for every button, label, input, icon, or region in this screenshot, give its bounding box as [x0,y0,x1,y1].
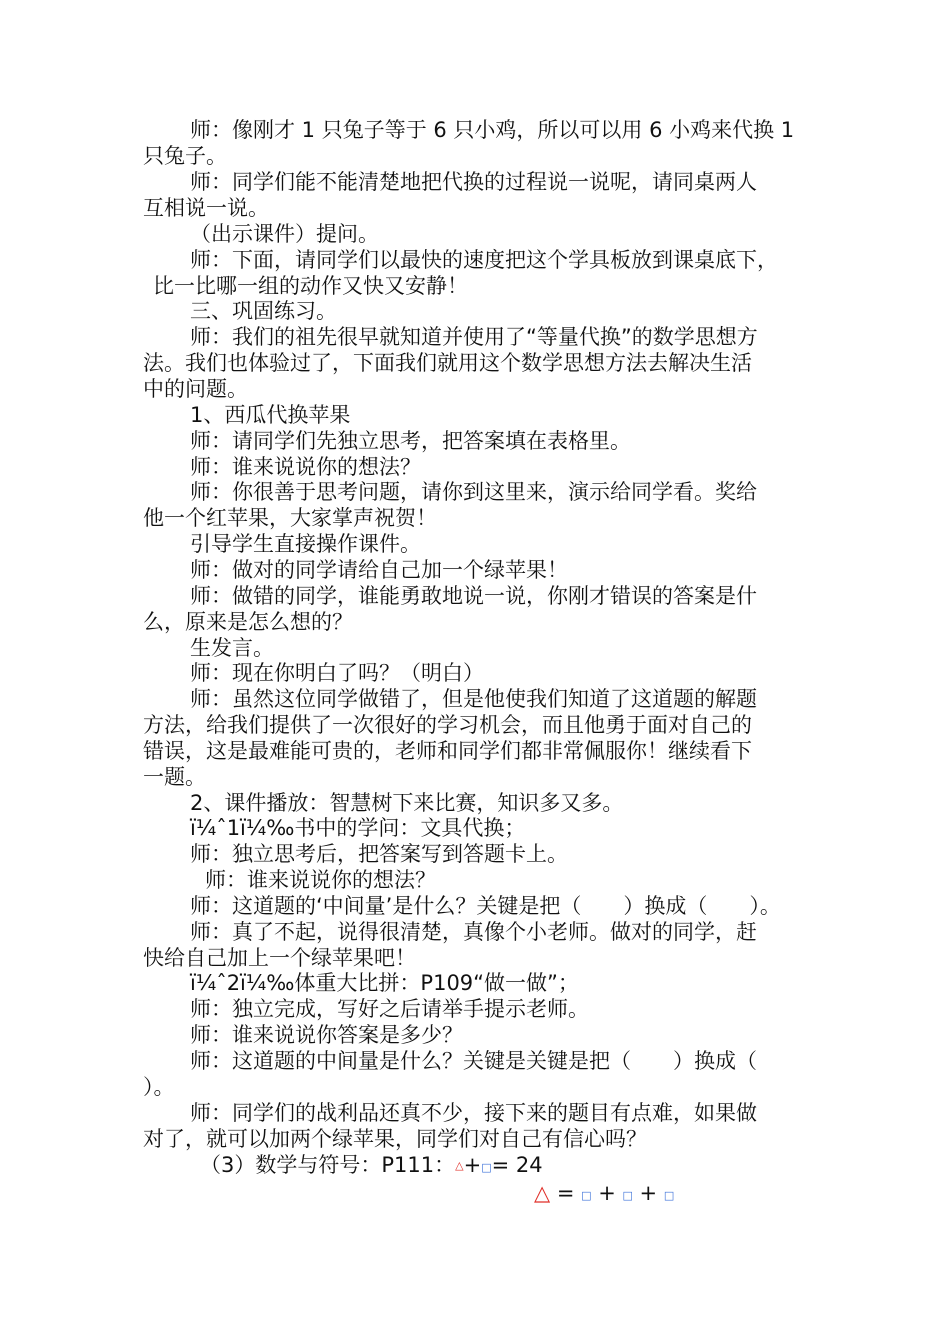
square-icon: □ [622,1189,633,1202]
text-line: 师：你很善于思考问题，请你到这里来，演示给同学看。奖给 [190,480,757,504]
text-line: 师：真了不起，说得很清楚，真像个小老师。做对的同学，赶 [190,920,757,944]
text-line: 师：独立思考后，把答案写到答题卡上。 [190,842,568,866]
text-line: 师：我们的祖先很早就知道并使用了“等量代换”的数学思想方 [190,325,758,349]
text-line: 师：谁来说说你的想法？ [190,455,421,479]
square-icon: □ [663,1189,675,1202]
text-line: 师：同学们能不能清楚地把代换的过程说一说呢，请同桌两人 [190,170,757,194]
item3-prefix: （3）数学与符号：P111： [200,1153,456,1177]
text-line: 对了，就可以加两个绿苹果，同学们对自己有信心吗？ [143,1127,647,1151]
text-line: 师：下面，请同学们以最快的速度把这个学具板放到课桌底下， [190,248,778,272]
text-line: 他一个红苹果，大家掌声祝贺！ [143,506,437,530]
text-line: 师：请同学们先独立思考，把答案填在表格里。 [190,429,631,453]
text-line: ）。 [143,1075,175,1099]
square-icon: □ [581,1189,592,1202]
text-line: 师：做错的同学，谁能勇敢地说一说，你刚才错误的答案是什 [190,584,757,608]
square-icon: □ [481,1161,492,1174]
subitem-heading: ï¼ˆ2ï¼‰体重大比拼：P109“做一做”； [190,971,579,995]
text-line: 师：独立完成，写好之后请举手提示老师。 [190,997,589,1021]
text-line: 师：做对的同学请给自己加一个绿苹果！ [190,558,568,582]
text-line: 师：谁来说说你的想法？ [205,868,436,892]
text-line: 一题。 [143,765,206,789]
text-line: 比一比哪一组的动作又快又安静！ [153,274,468,298]
text-line: 师：这道题的‘中间量’是什么？关键是把（ ）换成（ ）。 [190,894,781,918]
text-line: 师：现在你明白了吗？（明白） [190,661,484,685]
triangle-icon: △ [534,1181,551,1205]
text-line: 快给自己加上一个绿苹果吧！ [143,946,416,970]
text-line: 中的问题。 [143,377,248,401]
triangle-icon: △ [455,1159,464,1172]
plus-sign: + [591,1181,623,1205]
text-line: 只兔子。 [143,144,227,168]
text-line: （出示课件）提问。 [190,222,379,246]
text-line: 师：同学们的战利品还真不少，接下来的题目有点难，如果做 [190,1101,757,1125]
subitem-heading-math-symbols [200,1152,543,1181]
text-line: 师：像刚才 1 只兔子等于 6 只小鸡，所以可以用 6 小鸡来代换 1 [190,118,795,142]
text-line: 生发言。 [190,636,274,660]
text-line: 师：虽然这位同学做错了，但是他使我们知道了这道题的解题 [190,687,757,711]
equals-sign: = [550,1181,582,1205]
text-line: 法。我们也体验过了，下面我们就用这个数学思想方法去解决生活 [143,351,752,375]
text-line: 错误，这是最难能可贵的，老师和同学们都非常佩服你！继续看下 [143,739,752,763]
equation-triangle-three-squares [534,1180,674,1209]
subitem-heading: ï¼ˆ1ï¼‰书中的学问：文具代换； [190,816,526,840]
section-heading: 三、巩固练习。 [190,299,337,323]
text-line: 师：谁来说说你答案是多少？ [190,1023,463,1047]
text-line: 么，原来是怎么想的？ [143,610,353,634]
plus-sign: + [632,1181,664,1205]
subheading: 2、课件播放：智慧树下来比赛，知识多又多。 [190,791,624,815]
text-line: 互相说一说。 [143,196,269,220]
text-line: 方法，给我们提供了一次很好的学习机会，而且他勇于面对自己的 [143,713,752,737]
subheading: 1、西瓜代换苹果 [190,403,351,427]
plus-sign: + [463,1153,482,1177]
text-line: 引导学生直接操作课件。 [190,532,421,556]
text-line: 师：这道题的中间量是什么？关键是关键是把（ ）换成（ [190,1049,757,1073]
equals-24: = 24 [491,1153,543,1177]
